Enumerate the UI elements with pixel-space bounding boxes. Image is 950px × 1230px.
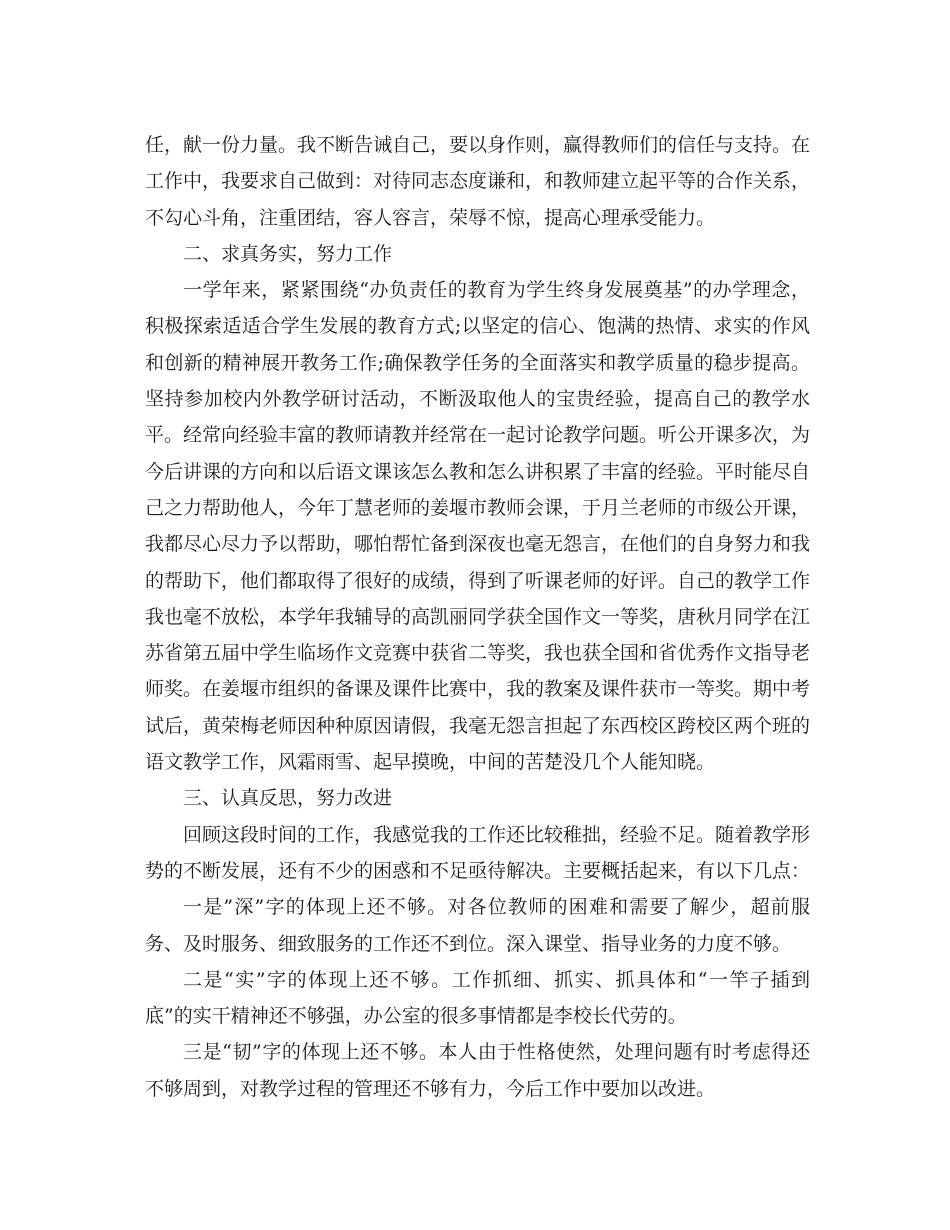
paragraph-reflection: 回顾这段时间的工作，我感觉我的工作还比较稚拙，经验不足。随着教学形势的不断发展，还有不少的困惑和不足亟待解决。主要概括起来，有以下几点： <box>145 823 811 882</box>
section-heading-2: 二、求真务实，努力工作 <box>183 242 393 265</box>
paragraph-point-2: 二是“实”字的体现上还不够。工作抓细、抓实、抓具体和“一竿子插到底”的实干精神还不够强，办公室的很多事情都是李校长代劳的。 <box>145 968 810 1028</box>
paragraph-point-3: 三是“韧”字的体现上还不够。本人由于性格使然，处理问题有时考虑得还不够周到，对教学过程的管理还不够有力，今后工作中要加以改进。 <box>145 1041 810 1100</box>
paragraph-work-summary: 一学年来，紧紧围绕“办负责任的教育为学生终身发展奠基”的办学理念，积极探索适适合学生发展的教育方式;以坚定的信心、饱满的热情、求实的作风和创新的精神展开教务工作;确保教学任务的全面落实和教学质量的稳步提高。坚持参加校内外教学研讨活动，不断汲取他人的宝贵经验，提高自己的教学水平。经常向经验丰富的教师请教并经常在一起讨论教学问题。听公开课多次，为今后讲课的方向和以后语文课该怎么教和怎么讲积累了丰富的经验。平时能尽自己之力帮助他人，今年丁慧老师的姜堰市教师会课，于月兰老师的市级公开课，我都尽心尽力予以帮助，哪怕帮忙备到深夜也毫无怨言，在他们的自身努力和我的帮助下，他们都取得了很好的成绩，得到了听课老师的好评。自己的教学工作我也毫不放松，本学年我辅导的高凯丽同学获全国作文一等奖，唐秋月同学在江苏省第五届中学生临场作文竞赛中获省二等奖，我也获全国和省优秀作文指导老师奖。在姜堰市组织的备课及课件比赛中，我的教案及课件获市一等奖。期中考试后，黄荣梅老师因种种原因请假，我毫无怨言担起了东西校区跨校区两个班的语文教学工作，风霜雨雪、起早摸晚，中间的苦楚没几个人能知晓。 <box>145 279 811 774</box>
paragraph-continuation: 任，献一份力量。我不断告诫自己，要以身作则，赢得教师们的信任与支持。在工作中，我要求自己做到：对待同志态度谦和，和教师建立起平等的合作关系，不勾心斗角，注重团结，容人容言，荣辱不惊，提高心理承受能力。 <box>145 134 811 229</box>
section-heading-3: 三、认真反思，努力改进 <box>183 787 393 810</box>
paragraph-point-1: 一是”深”字的体现上还不够。对各位教师的困难和需要了解少，超前服务、及时服务、细致服务的工作还不到位。深入课堂、指导业务的力度不够。 <box>145 896 810 955</box>
document-body <box>145 127 810 1107</box>
